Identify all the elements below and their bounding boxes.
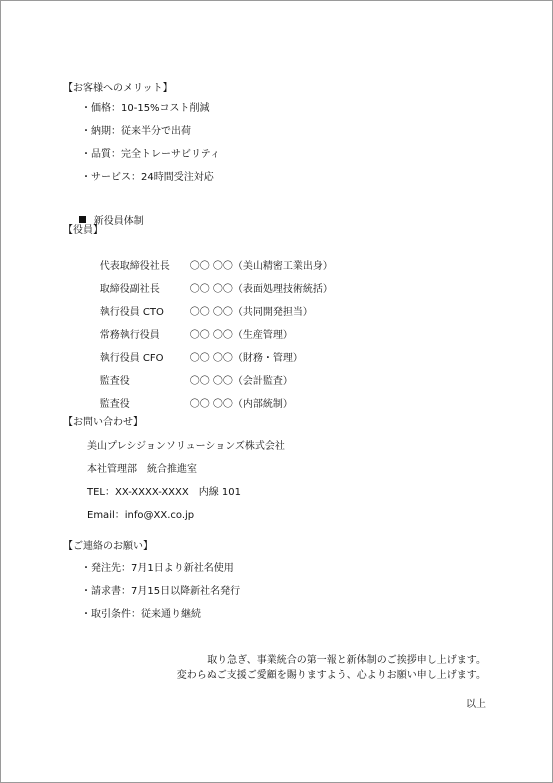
notice-item-order: ・発注先：7月1日より新社名使用 — [81, 563, 234, 574]
benefit-item-quality: ・品質：完全トレーサビリティ — [81, 149, 220, 160]
officer-title: 代表取締役社長 — [99, 261, 170, 272]
officer-name: 〇〇 〇〇（共同開発担当） — [189, 307, 313, 318]
contact-department: 本社管理部 統合推進室 — [87, 464, 197, 475]
contact-company: 美山プレシジョンソリューションズ株式会社 — [87, 441, 285, 452]
notice-heading: 【ご連絡のお願い】 — [63, 541, 153, 552]
officer-title: 常務執行役員 — [99, 330, 160, 341]
officer-name: 〇〇 〇〇（生産管理） — [189, 330, 293, 341]
officer-title: 執行役員 CFO — [99, 353, 164, 364]
officer-name: 〇〇 〇〇（会計監査） — [189, 376, 293, 387]
benefit-item-price: ・価格：10-15%コスト削減 — [81, 103, 210, 114]
officer-name: 〇〇 〇〇（内部統制） — [189, 399, 293, 410]
officer-title: 監査役 — [99, 376, 130, 387]
officer-title: 取締役副社長 — [99, 284, 160, 295]
square-bullet-icon — [79, 216, 86, 223]
officer-name: 〇〇 〇〇（財務・管理） — [189, 353, 303, 364]
officer-name: 〇〇 〇〇（美山精密工業出身） — [189, 261, 333, 272]
benefit-item-delivery: ・納期：従来半分で出荷 — [81, 126, 191, 137]
closing-line-2: 変わらぬご支援ご愛顧を賜りますよう、心よりお願い申し上げます。 — [176, 670, 486, 681]
officer-title: 執行役員 CTO — [99, 307, 164, 318]
contact-tel: TEL：XX-XXXX-XXXX 内線 101 — [87, 487, 241, 498]
closing-line-1: 取り急ぎ、事業統合の第一報と新体制のご挨拶申し上げます。 — [207, 655, 486, 666]
officers-heading: 【役員】 — [63, 225, 103, 236]
contact-email[interactable]: Email：info@XX.co.jp — [87, 510, 195, 521]
contact-heading: 【お問い合わせ】 — [63, 417, 143, 428]
officer-name: 〇〇 〇〇（表面処理技術統括） — [189, 284, 333, 295]
closing-end: 以上 — [466, 699, 486, 710]
new-structure-heading: 新役員体制 — [93, 216, 144, 227]
notice-item-terms: ・取引条件：従来通り継続 — [81, 609, 201, 620]
benefits-heading: 【お客様へのメリット】 — [63, 83, 173, 94]
benefit-item-service: ・サービス：24時間受注対応 — [81, 172, 214, 183]
notice-item-invoice: ・請求書：7月15日以降新社名発行 — [81, 586, 241, 597]
officer-title: 監査役 — [99, 399, 130, 410]
